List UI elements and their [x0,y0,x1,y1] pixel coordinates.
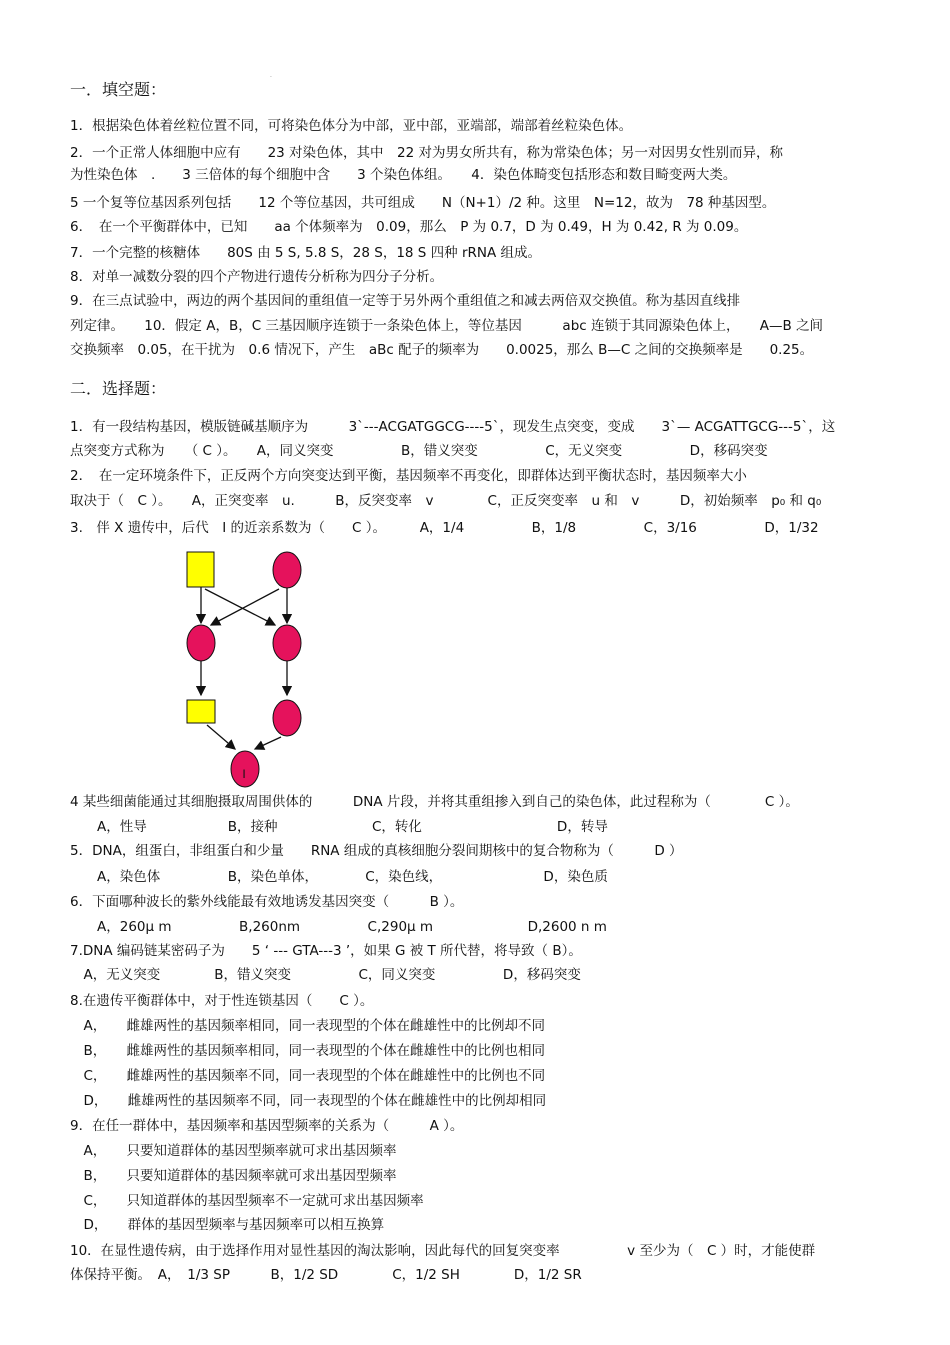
female-circle-gen1 [273,552,301,588]
fill-line: 7．一个完整的核糖体 80S 由 5 S, 5.8 S，28 S，18 S 四种 rRNA 组成。 [70,245,541,261]
fill-line: 为性染色体 . 3 三倍体的每个细胞中含 3 个染色体组。 4．染色体畸变包括形态和数目畸变两大类。 [70,167,737,183]
choice-line: 1．有一段结构基因，模版链碱基顺序为 3`---ACGATGGCG----5`，现发生点突变，变成 3`— ACGATTGCG---5`，这 [70,419,836,435]
choice-line: 5．DNA，组蛋白，非组蛋白和少量 RNA 组成的真核细胞分裂间期核中的复合物称为（ D ） [70,843,683,859]
section-2-heading: 二．选择题： [70,379,167,398]
choice-line: 8.在遗传平衡群体中，对于性连锁基因（ C ）。 [70,993,374,1009]
choice-line: A， 雌雄两性的基因频率相同，同一表现型的个体在雌雄性中的比例却不同 [70,1018,545,1034]
fill-line: 2．一个正常人体细胞中应有 23 对染色体，其中 22 对为男女所共有，称为常染色体；另一对因男女性别而异，称 [70,145,784,161]
choice-line: A，染色体 B，染色单体， C，染色线， D，染色质 [70,869,608,885]
fill-line: 9．在三点试验中，两边的两个基因间的重组值一定等于另外两个重组值之和减去两倍双交换值。称为基因直线排 [70,293,741,309]
choice-line: B， 只要知道群体的基因频率就可求出基因型频率 [70,1168,397,1184]
choice-line: D， 雌雄两性的基因频率不同，同一表现型的个体在雌雄性中的比例却相同 [70,1093,547,1109]
choice-line: A，性导 B，接种 C，转化 D，转导 [70,819,608,835]
choice-line: 体保持平衡。 A， 1/3 SP B，1/2 SD C，1/2 SH D，1/2 SR [70,1267,582,1283]
choice-line: B， 雌雄两性的基因频率相同，同一表现型的个体在雌雄性中的比例也相同 [70,1043,546,1059]
male-square-gen3 [187,700,215,723]
female-circle-gen3 [273,700,301,736]
choice-line: 4 某些细菌能通过其细胞摄取周围供体的 DNA 片段，并将其重组掺入到自己的染色体，此过程称为（ C ）。 [70,794,799,810]
fill-line: 8．对单一减数分裂的四个产物进行遗传分析称为四分子分析。 [70,269,444,285]
pedigree-diagram [175,545,335,790]
choice-line: 点突变方式称为 （ C ）。 A，同义突变 B，错义突变 C，无义突变 D，移码突变 [70,443,768,459]
fill-line: 6． 在一个平衡群体中，已知 aa 个体频率为 0.09，那么 P 为 0.7，D 为 0.49，H 为 0.42, R 为 0.09。 [70,219,748,235]
female-circle-gen2-right [273,625,301,661]
choice-line: A，260μ m B,260nm C,290μ m D,2600 n m [70,919,607,935]
choice-line: 7.DNA 编码链某密码子为 5 ‘ --- GTA---3 ’，如果 G 被 T 所代替，将导致（ B）。 [70,943,582,959]
choice-line: C， 只知道群体的基因型频率不一定就可求出基因频率 [70,1193,424,1209]
male-square-gen1 [187,552,214,587]
choice-line: 6．下面哪种波长的紫外线能最有效地诱发基因突变（ B ）。 [70,894,464,910]
choice-line: A， 只要知道群体的基因型频率就可求出基因频率 [70,1143,397,1159]
stray-mark: . [270,72,272,79]
fill-line: 交换频率 0.05，在干扰为 0.6 情况下，产生 aBc 配子的频率为 0.0025，那么 B—C 之间的交换频率是 0.25。 [70,342,814,358]
choice-line: C， 雌雄两性的基因频率不同，同一表现型的个体在雌雄性中的比例也不同 [70,1068,546,1084]
offspring-label: I [242,767,246,781]
fill-line: 5 一个复等位基因系列包括 12 个等位基因，共可组成 N（N+1）/2 种。这里 N=12，故为 78 种基因型。 [70,195,776,211]
section-1-heading: 一．填空题： [70,80,167,99]
fill-line: 列定律。 10．假定 A，B，C 三基因顺序连锁于一条染色体上，等位基因 abc 连锁于其同源染色体上， A—B 之间 [70,318,824,334]
choice-line: 10．在显性遗传病，由于选择作用对显性基因的淘汰影响，因此每代的回复突变率 v 至少为（ C ）时，才能使群 [70,1243,816,1259]
fill-line: 1．根据染色体着丝粒位置不同，可将染色体分为中部，亚中部，亚端部，端部着丝粒染色体。 [70,118,633,134]
choice-line: 取决于（ C ）。 A，正突变率 u. B，反突变率 v C，正反突变率 u 和 v D，初始频率 p₀ 和 q₀ [70,493,822,509]
choice-line: 2． 在一定环境条件下，正反两个方向突变达到平衡，基因频率不再变化，即群体达到平衡状态时，基因频率大小 [70,468,747,484]
choice-line: 3. 伴 X 遗传中，后代 I 的近亲系数为（ C ）。 A，1/4 B，1/8 C，3/16 D，1/32 [70,520,819,536]
choice-line: A，无义突变 B，错义突变 C，同义突变 D，移码突变 [70,967,581,983]
female-circle-gen2-left [187,625,215,661]
choice-line: 9．在任一群体中，基因频率和基因型频率的关系为（ A ）。 [70,1118,464,1134]
choice-line: D， 群体的基因型频率与基因频率可以相互换算 [70,1217,385,1233]
